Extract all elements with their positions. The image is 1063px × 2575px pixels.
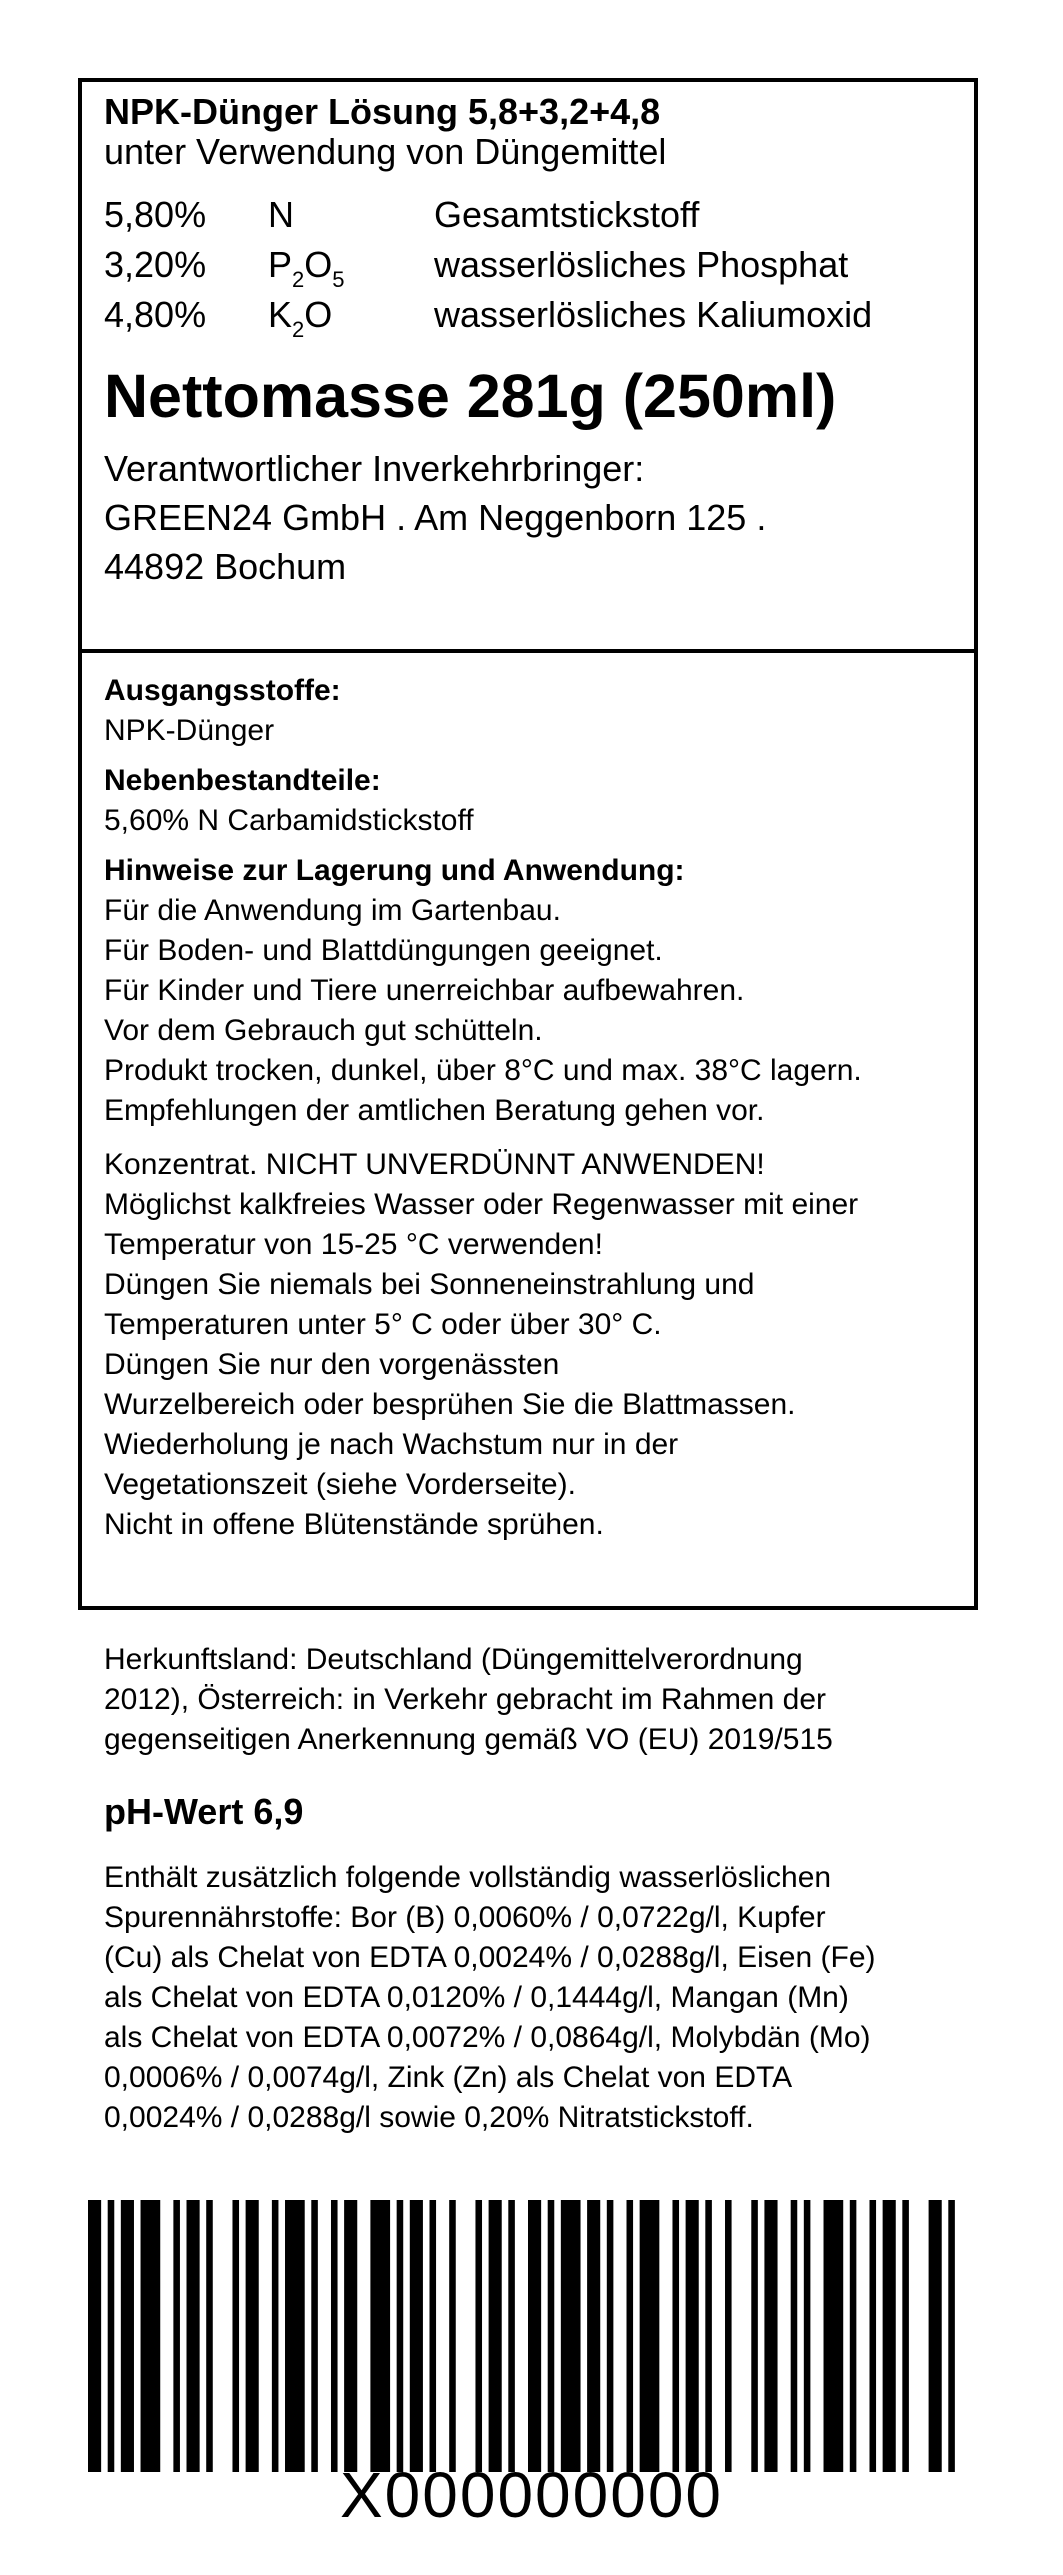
barcode-bar (206, 2200, 213, 2472)
nebenbestandteile-text: 5,60% N Carbamidstickstoff (104, 804, 474, 837)
barcode (88, 2200, 968, 2480)
barcode-bar (587, 2200, 600, 2472)
warning-line: Nicht in offene Blütenstände sprühen. (104, 1508, 604, 1541)
hinweis-line: Für Kinder und Tiere unerreichbar aufbewahren. (104, 974, 745, 1007)
barcode-bar (561, 2200, 581, 2472)
hinweis-line: Für die Anwendung im Gartenbau. (104, 894, 561, 927)
trace-line: 0,0006% / 0,0074g/l, Zink (Zn) als Chelat von EDTA (104, 2061, 793, 2094)
warning-line: Temperatur von 15-25 °C verwenden! (104, 1228, 603, 1261)
warning-line: Temperaturen unter 5° C oder über 30° C. (104, 1308, 662, 1341)
barcode-bar (640, 2200, 660, 2472)
barcode-bar (272, 2200, 279, 2472)
barcode-bar (528, 2200, 541, 2472)
warning-line: Vegetationszeit (siehe Vorderseite). (104, 1468, 576, 1501)
warning-line: Möglichst kalkfreies Wasser oder Regenwasser mit einer (104, 1188, 859, 1221)
barcode-bar (232, 2200, 239, 2472)
barcode-bar (686, 2200, 699, 2472)
responsible-distributor (104, 444, 952, 591)
barcode-bar (948, 2200, 955, 2472)
trace-nutrients (104, 1858, 984, 2138)
warning-line: Konzentrat. NICHT UNVERDÜNNT ANWENDEN! (104, 1148, 765, 1181)
nutrient-description: wasserlösliches Phosphat (434, 244, 849, 285)
barcode-bar (705, 2200, 712, 2472)
barcode-bar (344, 2200, 357, 2472)
barcode-bar (489, 2200, 502, 2472)
hinweis-line: Empfehlungen der amtlichen Beratung gehen vor. (104, 1094, 765, 1127)
origin-info (104, 1640, 984, 1760)
trace-line: 0,0024% / 0,0288g/l sowie 0,20% Nitratstickstoff. (104, 2101, 754, 2134)
ausgangsstoffe-heading: Ausgangsstoffe: (104, 674, 341, 707)
nutrient-row (104, 190, 952, 240)
barcode-bar (475, 2200, 482, 2472)
barcode-bar (869, 2200, 876, 2472)
trace-line: Enthält zusätzlich folgende vollständig wasserlöslichen (104, 1861, 832, 1894)
ausgangsstoffe-text: NPK-Dünger (104, 714, 275, 747)
responsible-line: Verantwortlicher Inverkehrbringer: (104, 448, 645, 489)
hinweis-line: Produkt trocken, dunkel, über 8°C und max. 38°C lagern. (104, 1054, 862, 1087)
hinweise-heading: Hinweise zur Lagerung und Anwendung: (104, 854, 685, 887)
barcode-bar (173, 2200, 180, 2472)
barcode-bar (850, 2200, 857, 2472)
warnings-list (104, 1145, 952, 1545)
responsible-line: GREEN24 GmbH . Am Neggenborn 125 . (104, 497, 767, 538)
barcode-bar (331, 2200, 338, 2472)
nutrient-row (104, 240, 952, 290)
nutrient-description: wasserlösliches Kaliumoxid (434, 294, 873, 335)
barcode-bar (725, 2200, 732, 2472)
barcode-bar (764, 2200, 777, 2472)
barcode-bar (791, 2200, 798, 2472)
nutrient-row (104, 290, 952, 340)
barcode-bar (883, 2200, 896, 2472)
barcode-bar (627, 2200, 634, 2472)
nutrient-description: Gesamtstickstoff (434, 194, 700, 235)
ph-value: pH-Wert 6,9 (104, 1791, 304, 1832)
hinweise-list (104, 891, 952, 1131)
origin-line: 2012), Österreich: in Verkehr gebracht im Rahmen der (104, 1683, 827, 1716)
barcode-bar (311, 2200, 318, 2472)
barcode-bar (929, 2200, 942, 2472)
warning-line: Düngen Sie nur den vorgenässten (104, 1348, 560, 1381)
warning-line: Wiederholung je nach Wachstum nur in der (104, 1428, 679, 1461)
barcode-bar (751, 2200, 758, 2472)
product-subtitle: unter Verwendung von Düngemittel (104, 131, 667, 172)
hinweis-line: Für Boden- und Blattdüngungen geeignet. (104, 934, 663, 967)
barcode-bar (548, 2200, 555, 2472)
barcode-bar (108, 2200, 115, 2472)
barcode-bar (187, 2200, 200, 2472)
barcode-bar (672, 2200, 679, 2472)
hinweis-line: Vor dem Gebrauch gut schütteln. (104, 1014, 543, 1047)
barcode-bar (121, 2200, 134, 2472)
barcode-number: X000000000 (339, 2459, 724, 2531)
barcode-bar (449, 2200, 456, 2472)
barcode-bar (246, 2200, 259, 2472)
barcode-bar (902, 2200, 909, 2472)
barcode-bar (410, 2200, 423, 2472)
nutrient-symbol: $K_2O$ (268, 294, 333, 342)
barcode-bar (607, 2200, 614, 2472)
nutrient-percent: 4,80% (104, 294, 207, 335)
barcode-bar (141, 2200, 161, 2472)
trace-line: als Chelat von EDTA 0,0120% / 0,1444g/l, Mangan (Mn) (104, 1981, 849, 2014)
trace-line: Spurennährstoffe: Bor (B) 0,0060% / 0,0722g/l, Kupfer (104, 1901, 826, 1934)
barcode-bars (88, 2200, 968, 2472)
warning-line: Wurzelbereich oder besprühen Sie die Blattmassen. (104, 1388, 796, 1421)
barcode-bar (370, 2200, 390, 2472)
nutrient-symbol: N (268, 194, 294, 235)
net-mass: Nettomasse 281g (250ml) (104, 362, 837, 430)
nutrient-table (104, 190, 952, 340)
product-title: NPK-Dünger Lösung 5,8+3,2+4,8 (104, 91, 661, 132)
barcode-bar (508, 2200, 515, 2472)
warning-line: Düngen Sie niemals bei Sonneneinstrahlung und (104, 1268, 755, 1301)
nutrient-percent: 5,80% (104, 194, 207, 235)
origin-line: Herkunftsland: Deutschland (Düngemittelverordnung (104, 1643, 803, 1676)
trace-line: als Chelat von EDTA 0,0072% / 0,0864g/l, Molybdän (Mo) (104, 2021, 871, 2054)
nutrient-symbol: $P_2O_5$ (268, 244, 345, 292)
barcode-bar (88, 2200, 101, 2472)
barcode-bar (804, 2200, 811, 2472)
nutrient-percent: 3,20% (104, 244, 207, 285)
barcode-bar (285, 2200, 305, 2472)
barcode-bar (429, 2200, 436, 2472)
usage-info-box (78, 649, 978, 1610)
barcode-bar (397, 2200, 404, 2472)
nebenbestandteile-heading: Nebenbestandteile: (104, 764, 381, 797)
responsible-line: 44892 Bochum (104, 546, 347, 587)
origin-line: gegenseitigen Anerkennung gemäß VO (EU) 2019/515 (104, 1723, 833, 1756)
trace-line: (Cu) als Chelat von EDTA 0,0024% / 0,0288g/l, Eisen (Fe) (104, 1941, 876, 1974)
barcode-bar (824, 2200, 844, 2472)
product-header-box (78, 78, 978, 653)
